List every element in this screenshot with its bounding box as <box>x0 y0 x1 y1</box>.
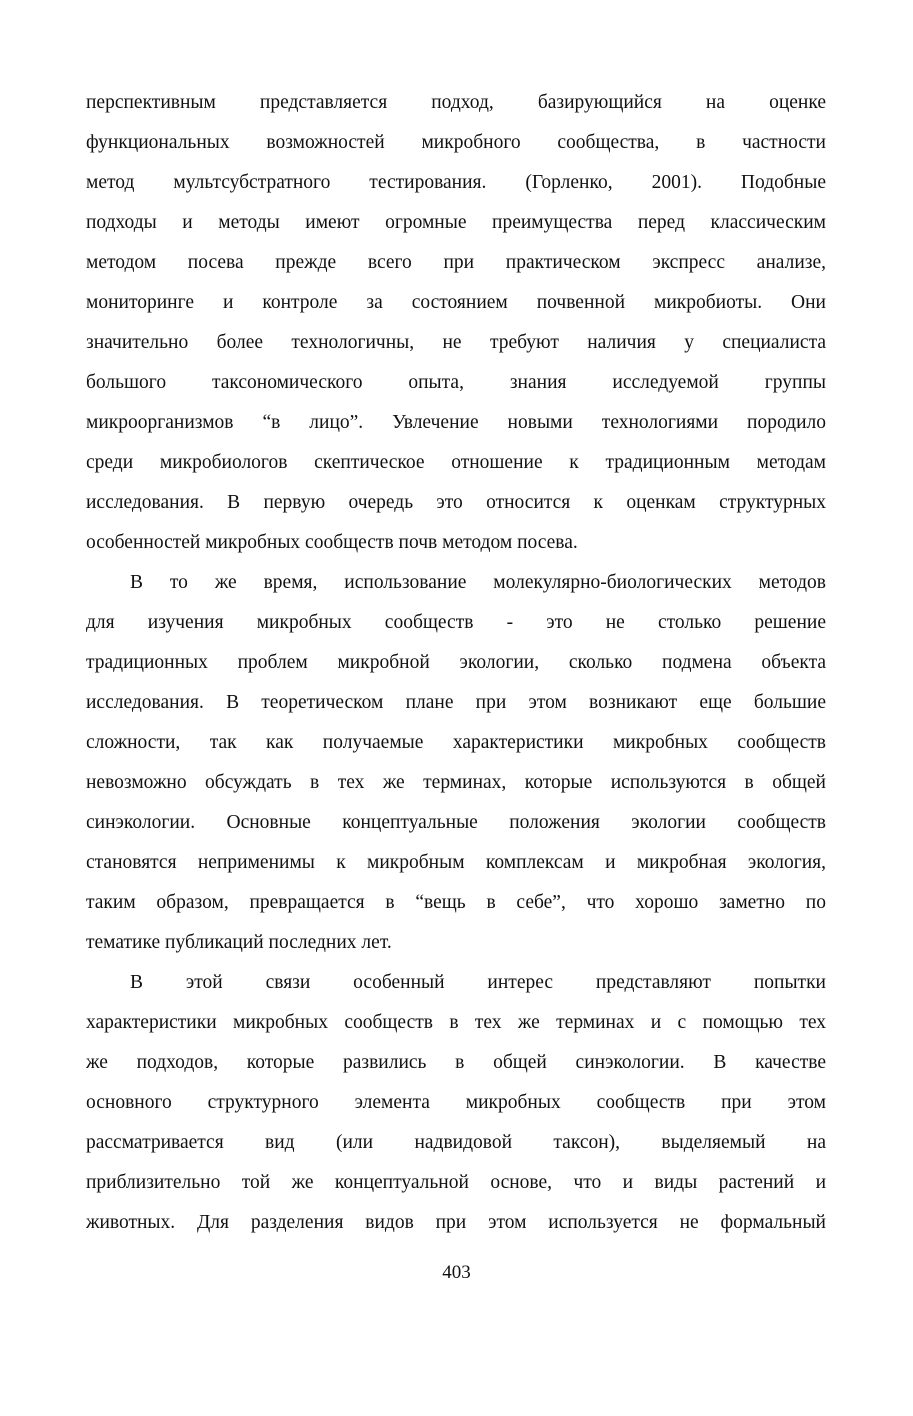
text-line: таким образом, превращается в “вещь в себе”, что хорошо заметно по <box>86 892 826 913</box>
text-line: методом посева прежде всего при практическом экспресс анализе, <box>86 252 826 273</box>
text-line: В то же время, использование молекулярно-биологических методов <box>130 572 826 593</box>
text-line: тематике публикаций последних лет. <box>86 932 392 953</box>
text-line: большого таксономического опыта, знания исследуемой группы <box>86 372 826 393</box>
page-number: 403 <box>442 1262 471 1283</box>
text-line: приблизительно той же концептуальной основе, что и виды растений и <box>86 1172 826 1193</box>
text-line: среди микробиологов скептическое отношение к традиционным методам <box>86 452 826 473</box>
paragraph-1 <box>86 83 826 563</box>
text-line: становятся неприменимы к микробным комплексам и микробная экология, <box>86 852 826 873</box>
text-line: основного структурного элемента микробных сообществ при этом <box>86 1092 826 1113</box>
text-line: исследования. В теоретическом плане при этом возникают еще большие <box>86 692 826 713</box>
text-line: перспективным представляется подход, базирующийся на оценке <box>86 92 826 113</box>
text-line: традиционных проблем микробной экологии, сколько подмена объекта <box>86 652 826 673</box>
paragraph-3 <box>86 963 826 1243</box>
text-line: особенностей микробных сообществ почв методом посева. <box>86 532 578 553</box>
text-line: мониторинге и контроле за состоянием почвенной микробиоты. Они <box>86 292 826 313</box>
paragraph-2 <box>86 563 826 963</box>
text-line: метод мультсубстратного тестирования. (Горленко, 2001). Подобные <box>86 172 826 193</box>
text-line: микроорганизмов “в лицо”. Увлечение новыми технологиями породило <box>86 412 826 433</box>
text-line: для изучения микробных сообществ - это не столько решение <box>86 612 826 633</box>
text-line: невозможно обсуждать в тех же терминах, которые используются в общей <box>86 772 826 793</box>
text-line: подходы и методы имеют огромные преимущества перед классическим <box>86 212 826 233</box>
text-line: функциональных возможностей микробного сообщества, в частности <box>86 132 826 153</box>
text-line: синэкологии. Основные концептуальные положения экологии сообществ <box>86 812 826 833</box>
text-line: исследования. В первую очередь это относится к оценкам структурных <box>86 492 826 513</box>
text-line: значительно более технологичны, не требуют наличия у специалиста <box>86 332 826 353</box>
text-line: же подходов, которые развились в общей синэкологии. В качестве <box>86 1052 826 1073</box>
text-line: животных. Для разделения видов при этом используется не формальный <box>86 1212 826 1233</box>
text-line: сложности, так как получаемые характеристики микробных сообществ <box>86 732 826 753</box>
text-line: рассматривается вид (или надвидовой таксон), выделяемый на <box>86 1132 826 1153</box>
text-line: В этой связи особенный интерес представляют попытки <box>130 972 826 993</box>
text-line: характеристики микробных сообществ в тех же терминах и с помощью тех <box>86 1012 826 1033</box>
